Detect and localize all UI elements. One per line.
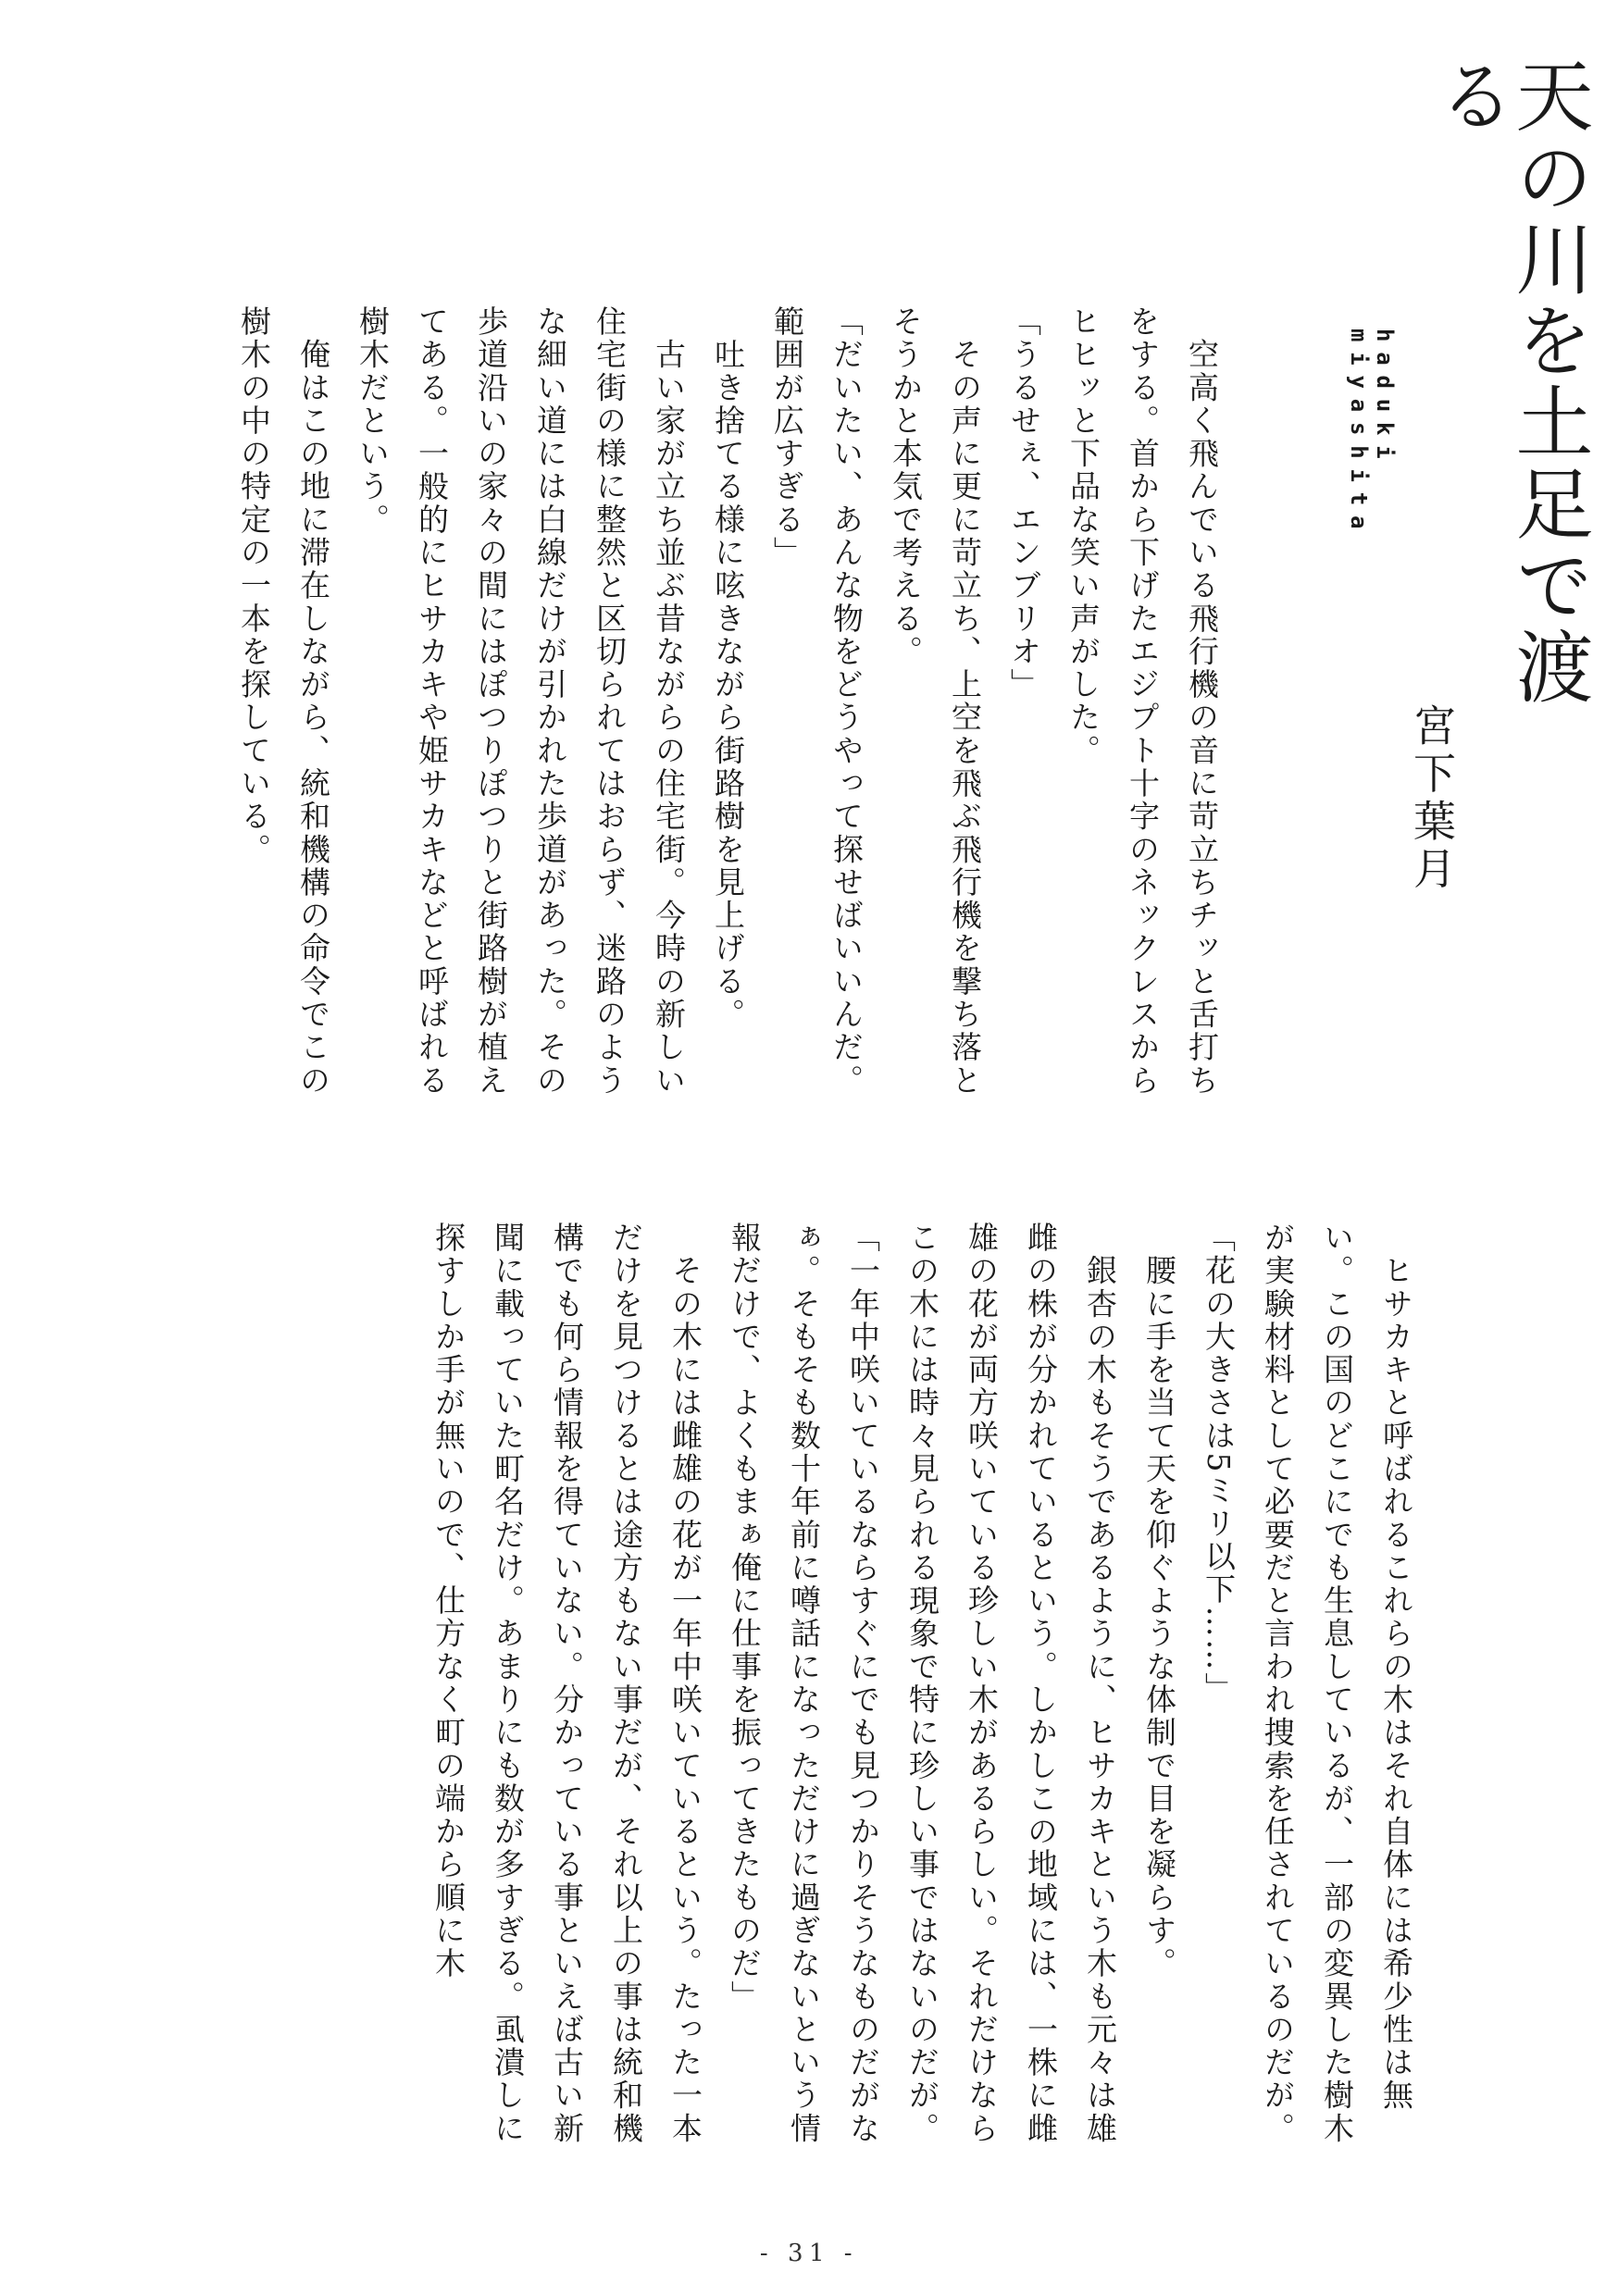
paragraph: ヒサカキと呼ばれるこれらの木はそれ自体には希少性は無い。この国のどこにでも生息しているが、一部の変異した樹木が実験材料として必要だと言われ捜索を任されているのだが。 (1260, 1222, 1414, 2145)
paragraph: 俺はこの地に滞在しながら、統和機構の命令でこの樹木の中の特定の一本を探している。 (236, 305, 331, 1098)
paragraph: 「花の大きさは5ミリ以下……」 (1201, 1222, 1237, 1706)
author-name: 宮下葉月 (1407, 703, 1457, 895)
text-block-upper (194, 305, 1231, 1120)
page-number: - 31 - (759, 2240, 859, 2267)
paragraph: 古い家が立ち並ぶ昔ながらの住宅街。今時の新しい住宅街の様に整然と区切られてはおらず、迷路のような細い道には白線だけが引かれた歩道があった。その歩道沿いの家々の間にはぽつりぽつりと街路樹が植えてある。一般的にヒサカキや姫サカキなどと呼ばれる樹木だという。 (355, 305, 687, 1098)
story-title: 天の川を土足で渡る (1425, 56, 1594, 709)
paragraph: 腰に手を当て天を仰ぐような体制で目を凝らす。 (1141, 1222, 1177, 1980)
paragraph: 空高く飛んでいる飛行機の音に苛立ちチッと舌打ちをする。首から下げたエジプト十字のネックレスからヒヒッと下品な笑い声がした。 (1065, 305, 1220, 1098)
paragraph: 「一年中咲いているならすぐにでも見つかりそうなものだがなぁ。そもそも数十年前に噂話になっただけに過ぎないという情報だけで、よくもまぁ俺に仕事を振ってきたものだ」 (727, 1222, 881, 2145)
author-romanized: haduki miyashita (1346, 329, 1398, 540)
paragraph: 「だいたい、あんな物をどうやって探せばいいんだ。範囲が広すぎる」 (769, 305, 865, 1098)
paragraph: 吐き捨てる様に呟きながら街路樹を見上げる。 (710, 305, 746, 1032)
paragraph: 銀杏の木もそうであるように、ヒサカキという木も元々は雄雌の株が分かれているという。しかしこの地域には、一株に雌雄の花が両方咲いている珍しい木があるらしい。それだけならこの木には時々見られる現象で特に珍しい事ではないのだが。 (904, 1222, 1118, 2145)
text-block-lower (185, 1222, 1425, 2147)
paragraph: その木には雌雄の花が一年中咲いているという。たった一本だけを見つけるとは途方もない事だが、それ以上の事は統和機構でも何ら情報を得ていない。分かっている事といえば古い新聞に載っていた町名だけ。あまりにも数が多すぎる。虱潰しに探すしか手が無いので、仕方なく町の端から順に木 (430, 1222, 703, 2145)
paragraph: 「うるせぇ、エンブリオ」 (1006, 305, 1042, 701)
paragraph: その声に更に苛立ち、上空を飛ぶ飛行機を撃ち落とそうかと本気で考える。 (888, 305, 983, 1098)
